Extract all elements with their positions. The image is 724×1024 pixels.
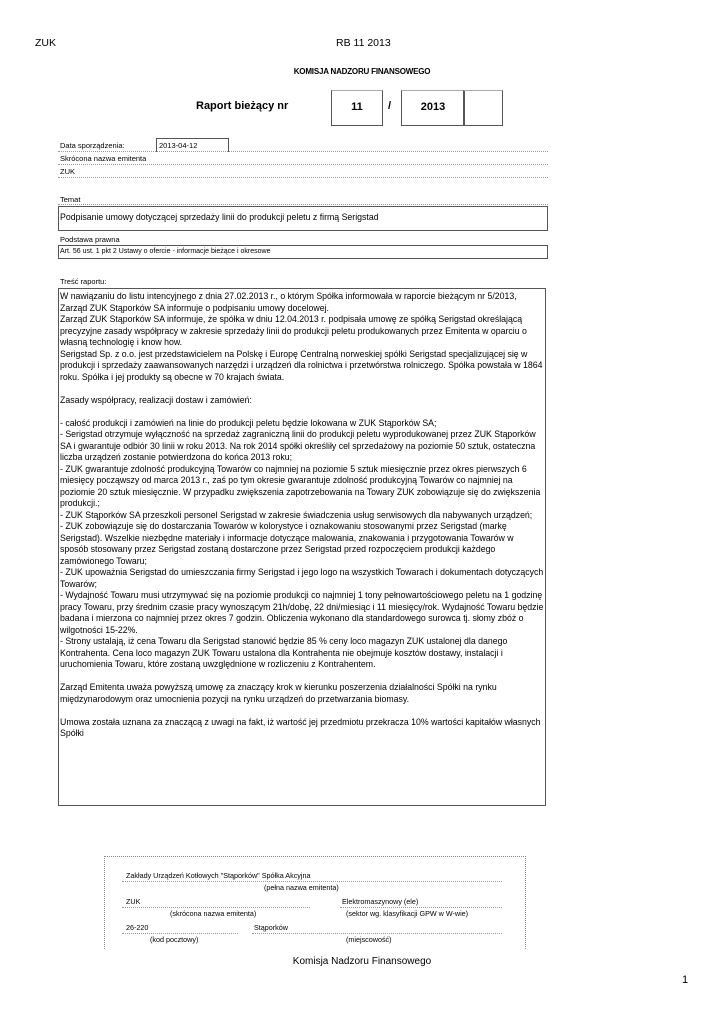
- issuer-full-name: Zakłady Urządzeń Kotłowych "Stąporków" Spółka Akcyjna: [126, 871, 311, 880]
- issuer-city-caption: (miejscowość): [346, 935, 392, 944]
- commission-title: KOMISJA NADZORU FINANSOWEGO: [293, 67, 431, 76]
- date-label: Data sporządzenia:: [60, 141, 125, 150]
- date-value: 2013-04-12: [159, 141, 198, 150]
- report-separator: /: [388, 100, 392, 112]
- issuer-city: Stąporków: [254, 923, 288, 932]
- header-report-id: RB 11 2013: [336, 37, 391, 49]
- date-box: [156, 138, 229, 152]
- content-paragraph: Zarząd Emitenta uważa powyższą umowę za znaczący krok w kierunku poszerzenia działalności Spółki na rynku międzynarodowym oraz umocnienia pozycji na rynku urządzeń do przetwarzania biomasy.: [60, 682, 500, 704]
- divider: [122, 933, 238, 934]
- content-label: Treść raportu:: [60, 277, 107, 286]
- topic-label: Temat: [60, 195, 81, 204]
- legal-basis-label: Podstawa prawna: [60, 235, 120, 244]
- issuer-short-name-caption: (skrócona nazwa emitenta): [170, 909, 257, 918]
- divider: [58, 151, 548, 152]
- divider: [340, 907, 502, 908]
- content-paragraph: - całość produkcji i zamówień na linie do produkcji peletu będzie lokowana w ZUK Stąporków SA; - Serigstad otrzymuje wyłączność na sprzedaż zagraniczną linii do produkcji peletu wyprodukowanej przez ZUK Stąporków SA i gwarantuje odbiór 30 linii w roku 2013. Na rok 2014 spółki określiły cel sprzedażowy na poziomie 50 sztuk, ostateczna liczba urządzeń zostanie potwierdzona do końca 2013 roku; - ZUK gwarantuje zdolność produkcyjną Towarów co najmniej na poziomie 5 sztuk miesięcznie przez okres pierwszych 6 miesięcy począwszy od marca 2013 r., zaś po tym okresie gwarantuje zdolność produkcyjną Towarów co najmniej na poziomie 20 sztuk miesięcznie. W przypadku zwiększenia zapotrzebowania na Towary ZUK zobowiązuje się do zwiększenia produkcji.; - ZUK Stąporków SA przeszkoli personel Serigstad w zakresie świadczenia usług serwisowych dla nabywanych urządzeń; - ZUK zobowiązuje się do dostarczania Towarów w kolorystyce i oznakowaniu stosowanymi przez Serigstad (markę Serigstad). Wszelkie niezbędne materiały i informacje dotyczące malowania, znakowania i przygotowania Towarów w sposób stosowany przez Serigstad zostaną dostarczone przez Serigstad przed rozpoczęciem produkcji każdego zamówionego Towaru; - ZUK upoważnia Serigstad do umieszczania firmy Serigstad i jego logo na wszystkich Towarach i dokumentach dotyczących Towarów; - Wydajność Towaru musi utrzymywać się na poziomie produkcji co najmniej 1 tony pełnowartościowego peletu na 1 godzinę pracy Towaru, przy średnim czasie pracy wynoszącym 21h/dobę, 22 dni/miesiąc i 11 miesięcy/rok. Wydajność Towaru będzie badana i mierzona co najmniej przez okres 7 godzin. Obliczenia wykonano dla standardowego surowca tj. słomy zbóż o wilgotności 15-22%. - Strony ustalają, iż cena Towaru dla Serigstad stanowić będzie 85 % ceny loco magazyn ZUK ustalonej dla danego Kontrahenta. Cena loco magazyn ZUK Towaru ustalona dla Kontrahenta nie obejmuje kosztów dostawy, instalacji i uruchomienia Towaru, które zostaną uwzględnione w rozliczeniu z Kontrahentem.: [60, 417, 544, 669]
- supervisory-authority: Komisja Nadzoru Finansowego: [292, 956, 432, 967]
- divider: [122, 907, 310, 908]
- issuer-postal-code: 26-220: [126, 923, 149, 932]
- issuer-full-name-caption: (pełna nazwa emitenta): [264, 883, 339, 892]
- divider: [58, 204, 548, 205]
- content-paragraph: W nawiązaniu do listu intencyjnego z dnia 27.02.2013 r., o którym Spółka informowała w raporcie bieżącym nr 5/2013, Zarząd ZUK Stąporków SA informuje o podpisaniu umowy docelowej. Zarząd ZUK Stąporków SA informuje, że spółka w dniu 12.04.2013 r. podpisała umowę ze spółką Serigstad określającą precyzyjne zasady współpracy w zakresie sprzedaży linii do produkcji peletu produkowanych przez Emitenta w oparciu o własną technologię i know how. Serigstad Sp. z o.o. jest przedstawicielem na Polskę i Europę Centralną norweskiej spółki Serigstad specjalizującej się w produkcji i sprzedaży zaawansowanych narzędzi i urządzeń dla rolnictwa i przetwórstwa rolniczego. Spółka powstała w 1864 roku. Spółka i jej produkty są obecne w 70 krajach świata.: [60, 291, 543, 382]
- issuer-sector-caption: (sektor wg. klasyfikacji GPW w W-wie): [346, 909, 469, 918]
- divider: [252, 933, 502, 934]
- header-issuer: ZUK: [35, 37, 56, 49]
- page-number: 1: [682, 974, 689, 986]
- divider: [58, 164, 548, 165]
- topic-value: Podpisanie umowy dotyczącej sprzedaży linii do produkcji peletu z firmą Serigstad: [60, 212, 379, 222]
- issuer-short-name: ZUK: [126, 897, 141, 906]
- legal-basis-box: [58, 245, 548, 259]
- report-year: 2013: [420, 101, 446, 113]
- topic-box: [58, 206, 548, 231]
- short-name-label: Skrócona nazwa emitenta: [60, 154, 147, 163]
- content-paragraph: Umowa została uznana za znaczącą z uwagi na fakt, iż wartość jej przedmiotu przekracza 10% wartości kapitałów własnych Spółki: [60, 716, 543, 738]
- content-paragraph: Zasady współpracy, realizacji dostaw i zamówień:: [60, 394, 252, 405]
- issuer-sector: Elektromaszynowy (ele): [342, 897, 419, 906]
- legal-basis-value: Art. 56 ust. 1 pkt 2 Ustawy o ofercie - informacje bieżące i okresowe: [60, 248, 271, 255]
- report-number: 11: [351, 101, 363, 113]
- report-label: Raport bieżący nr: [196, 100, 289, 112]
- report-content-box: [58, 288, 546, 806]
- report-empty-box: [463, 90, 503, 126]
- short-name-value: ZUK: [60, 167, 75, 176]
- report-year-box: [401, 90, 465, 126]
- divider: [58, 177, 548, 178]
- divider: [122, 881, 502, 882]
- report-number-box: [331, 90, 383, 126]
- issuer-postal-caption: (kod pocztowy): [150, 935, 199, 944]
